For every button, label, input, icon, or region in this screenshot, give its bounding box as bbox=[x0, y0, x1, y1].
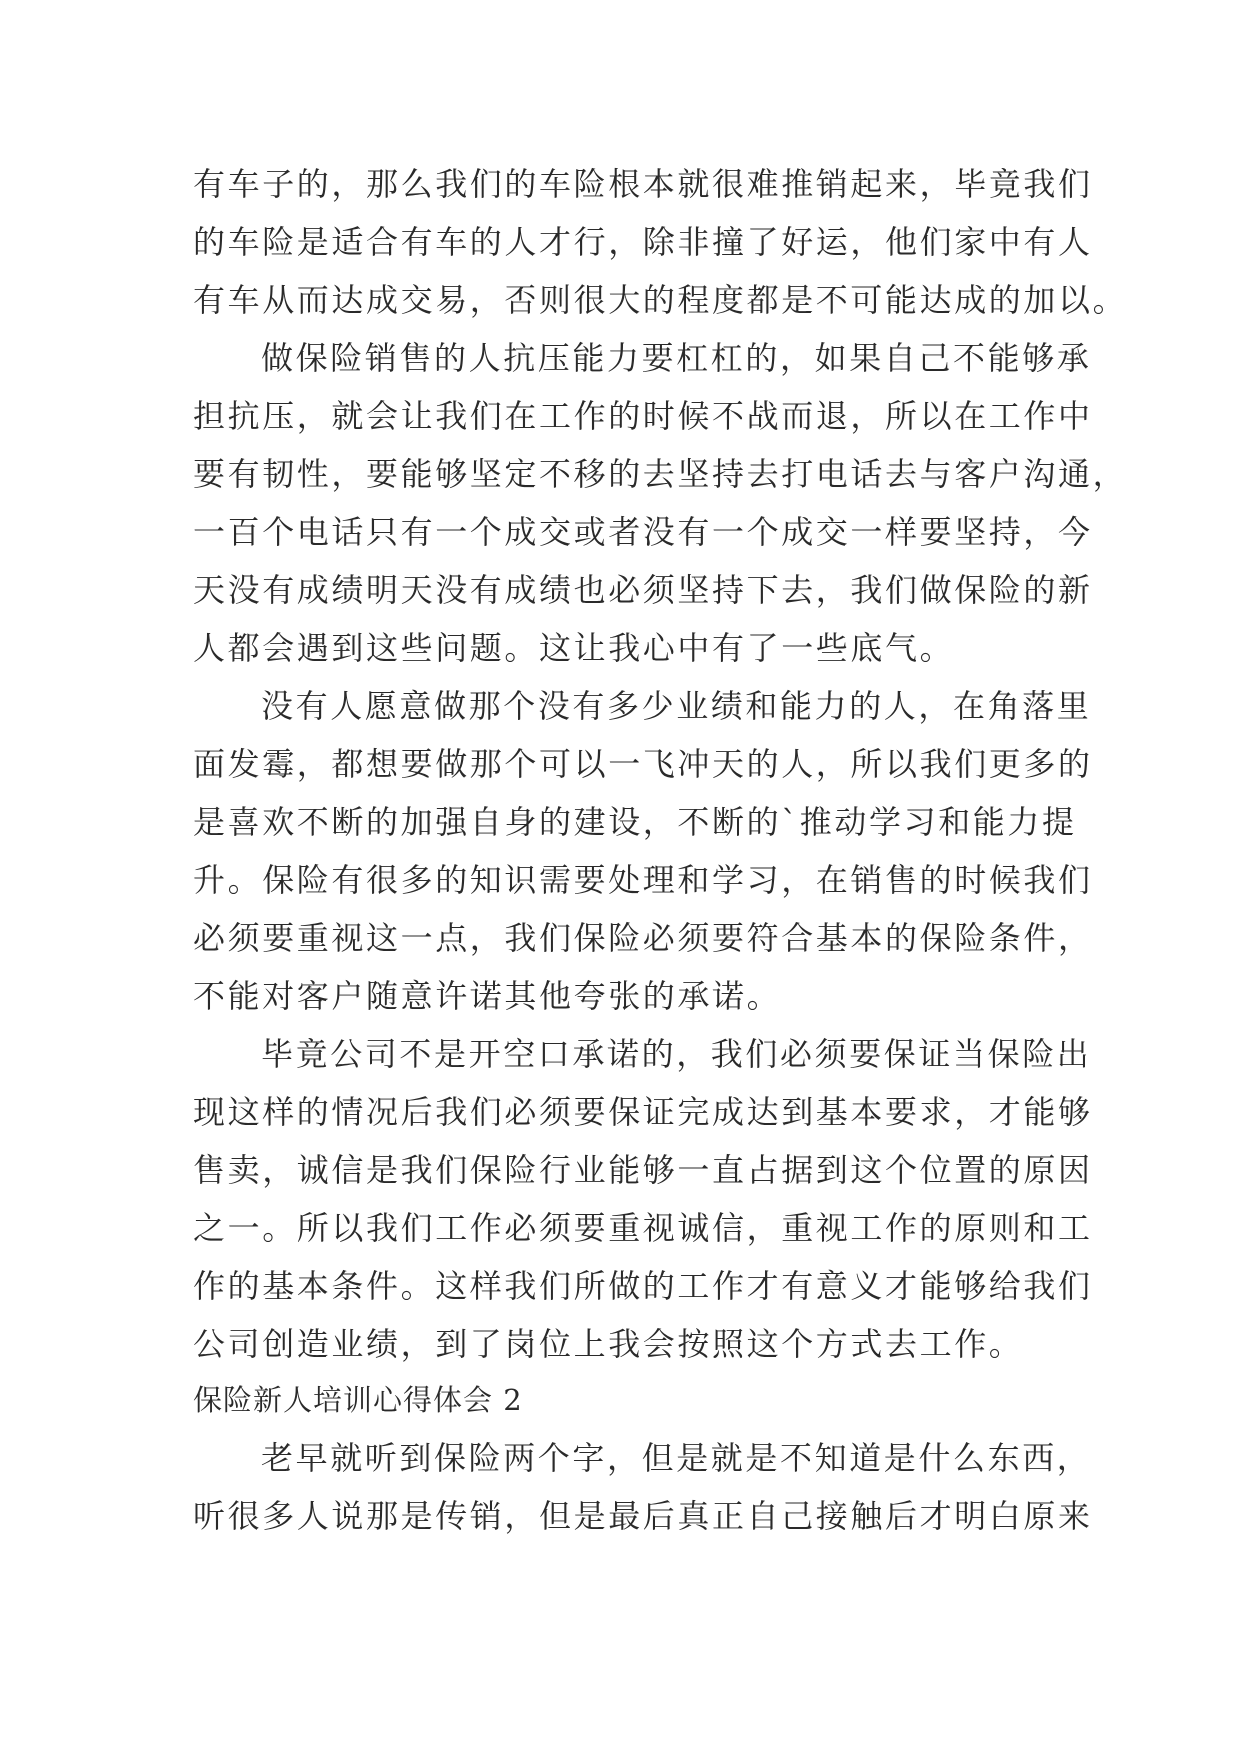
text-line: 一百个电话只有一个成交或者没有一个成交一样要坚持，今 bbox=[193, 513, 1093, 551]
text-line: 有车从而达成交易，否则很大的程度都是不可能达成的加以。 bbox=[193, 281, 1128, 319]
text-line: 听很多人说那是传销，但是最后真正自己接触后才明白原来 bbox=[193, 1497, 1093, 1535]
text-line: 面发霉，都想要做那个可以一飞冲天的人，所以我们更多的 bbox=[193, 745, 1093, 783]
text-line: 公司创造业绩，到了岗位上我会按照这个方式去工作。 bbox=[193, 1325, 1024, 1363]
text-line: 做保险销售的人抗压能力要杠杠的，如果自己不能够承 bbox=[261, 339, 1092, 377]
text-line: 人都会遇到这些问题。这让我心中有了一些底气。 bbox=[193, 629, 955, 667]
text-line: 升。保险有很多的知识需要处理和学习，在销售的时候我们 bbox=[193, 861, 1093, 899]
text-line: 老早就听到保险两个字，但是就是不知道是什么东西， bbox=[261, 1439, 1092, 1477]
text-line: 天没有成绩明天没有成绩也必须坚持下去，我们做保险的新 bbox=[193, 571, 1093, 609]
text-line: 有车子的，那么我们的车险根本就很难推销起来，毕竟我们 bbox=[193, 165, 1093, 203]
text-line: 要有韧性，要能够坚定不移的去坚持去打电话去与客户沟通， bbox=[193, 455, 1128, 493]
section-heading: 保险新人培训心得体会 2 bbox=[193, 1383, 523, 1417]
text-line: 是喜欢不断的加强自身的建设，不断的`推动学习和能力提 bbox=[193, 803, 1077, 841]
text-line: 作的基本条件。这样我们所做的工作才有意义才能够给我们 bbox=[193, 1267, 1093, 1305]
text-line: 的车险是适合有车的人才行，除非撞了好运，他们家中有人 bbox=[193, 223, 1093, 261]
text-line: 没有人愿意做那个没有多少业绩和能力的人，在角落里 bbox=[261, 687, 1092, 725]
text-line: 不能对客户随意许诺其他夸张的承诺。 bbox=[193, 977, 782, 1015]
text-line: 之一。所以我们工作必须要重视诚信，重视工作的原则和工 bbox=[193, 1209, 1093, 1247]
text-line: 担抗压，就会让我们在工作的时候不战而退，所以在工作中 bbox=[193, 397, 1093, 435]
text-line: 必须要重视这一点，我们保险必须要符合基本的保险条件， bbox=[193, 919, 1093, 957]
text-line: 售卖，诚信是我们保险行业能够一直占据到这个位置的原因 bbox=[193, 1151, 1093, 1189]
text-line: 现这样的情况后我们必须要保证完成达到基本要求，才能够 bbox=[193, 1093, 1093, 1131]
text-line: 毕竟公司不是开空口承诺的，我们必须要保证当保险出 bbox=[261, 1035, 1092, 1073]
